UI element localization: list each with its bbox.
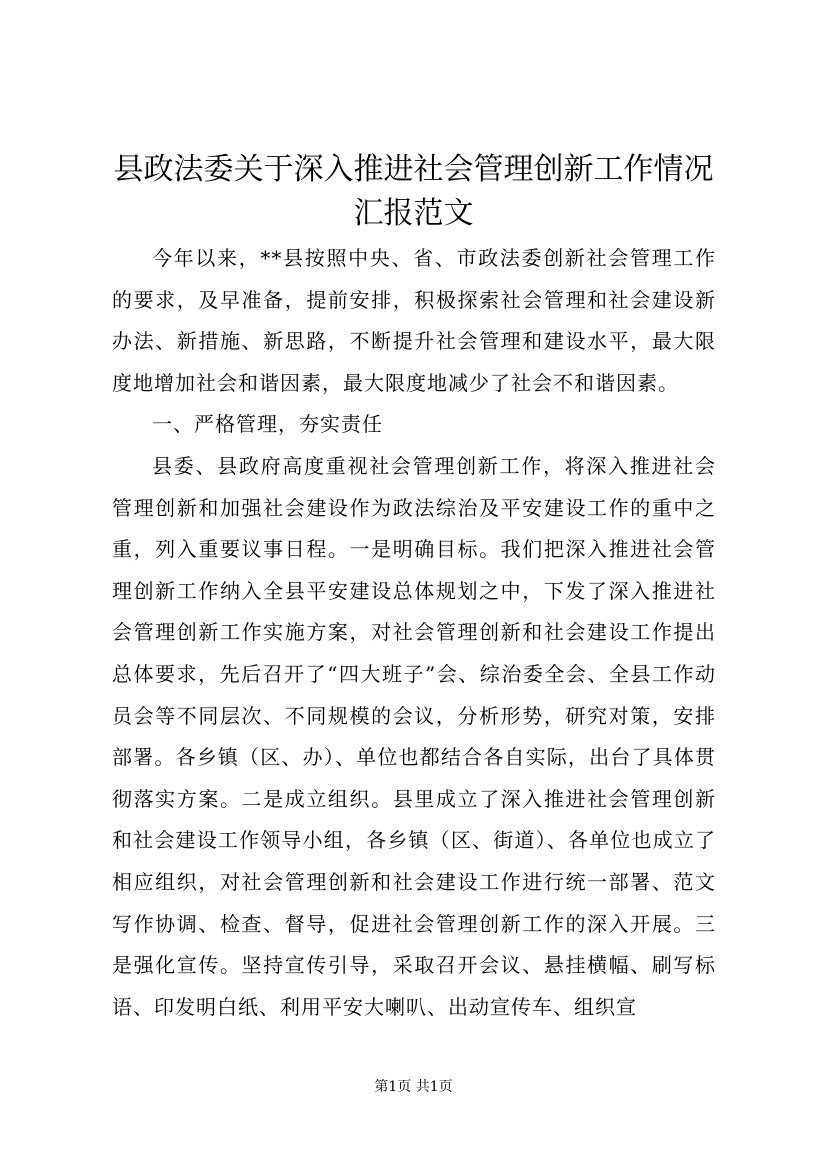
- document-body: [112, 238, 716, 1028]
- paragraph-section-1: 县委、县政府高度重视社会管理创新工作，将深入推进社会管理创新和加强社会建设作为政法综治及平安建设工作的重中之重，列入重要议事日程。一是明确目标。我们把深入推进社会管理创新工作纳入全县平安建设总体规划之中，下发了深入推进社会管理创新工作实施方案，对社会管理创新和社会建设工作提出总体要求，先后召开了“四大班子”会、综治委全会、全县工作动员会等不同层次、不同规模的会议，分析形势，研究对策，安排部署。各乡镇（区、办）、单位也都结合各自实际，出台了具体贯彻落实方案。二是成立组织。县里成立了深入推进社会管理创新和社会建设工作领导小组，各乡镇（区、街道）、各单位也成立了相应组织，对社会管理创新和社会建设工作进行统一部署、范文写作协调、检查、督导，促进社会管理创新工作的深入开展。三是强化宣传。坚持宣传引导，采取召开会议、悬挂横幅、刷写标语、印发明白纸、利用平安大喇叭、出动宣传车、组织宣: [112, 453, 716, 1019]
- page-footer: [0, 1078, 827, 1096]
- paragraph-intro: 今年以来，**县按照中央、省、市政法委创新社会管理工作的要求，及早准备，提前安排，积极探索社会管理和社会建设新办法、新措施、新思路，不断提升社会管理和建设水平，最大限度地增加社会和谐因素，最大限度地减少了社会不和谐因素。: [112, 246, 716, 395]
- page-number: 第1页 共1页: [374, 1079, 453, 1095]
- title-line-1: 县政法委关于深入推进社会管理创新工作情况: [113, 152, 714, 187]
- title-line-2: 汇报范文: [353, 196, 474, 231]
- document-title: [100, 148, 727, 236]
- section-heading: 一、严格管理，夯实责任: [152, 412, 383, 437]
